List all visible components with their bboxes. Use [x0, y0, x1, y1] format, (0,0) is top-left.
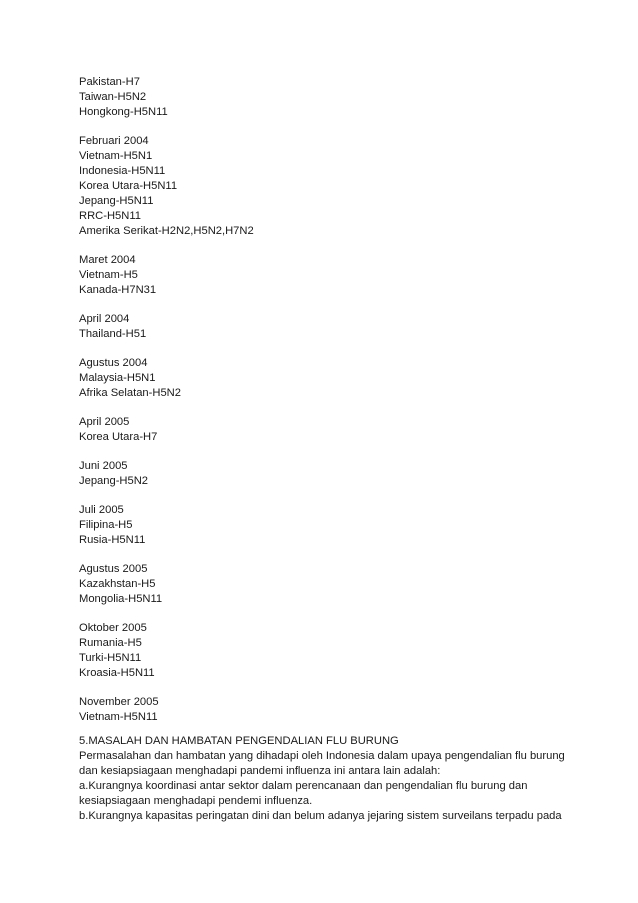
outbreak-group-9: [79, 562, 559, 607]
outbreak-entry: Malaysia-H5N1: [79, 372, 156, 384]
outbreak-entry: Amerika Serikat-H2N2,H5N2,H7N2: [79, 225, 254, 237]
outbreak-group-5: [79, 356, 559, 401]
outbreak-entry: Vietnam-H5N1: [79, 150, 153, 162]
outbreak-date: April 2005: [79, 416, 130, 428]
outbreak-group-1: [79, 75, 559, 120]
outbreak-date: Juni 2005: [79, 460, 128, 472]
outbreak-date: Agustus 2004: [79, 357, 148, 369]
outbreak-entry: Vietnam-H5: [79, 269, 138, 281]
outbreak-date: Juli 2005: [79, 504, 124, 516]
outbreak-entry: Vietnam-H5N11: [79, 711, 158, 723]
outbreak-entry: Hongkong-H5N11: [79, 106, 168, 118]
outbreak-group-10: [79, 621, 559, 681]
outbreak-entry: Taiwan-H5N2: [79, 91, 147, 103]
outbreak-group-4: [79, 312, 559, 342]
outbreak-entry: Filipina-H5: [79, 519, 133, 531]
outbreak-group-6: [79, 415, 559, 445]
outbreak-entry: Jepang-H5N11: [79, 195, 154, 207]
outbreak-group-2: [79, 134, 559, 239]
outbreak-entry: Afrika Selatan-H5N2: [79, 387, 181, 399]
section-masalah-hambatan: [79, 734, 565, 824]
outbreak-group-8: [79, 503, 559, 548]
outbreak-entry: Korea Utara-H7: [79, 431, 158, 443]
outbreak-date: Maret 2004: [79, 254, 136, 266]
outbreak-entry: Indonesia-H5N11: [79, 165, 166, 177]
outbreak-entry: Kroasia-H5N11: [79, 667, 155, 679]
outbreak-entry: Korea Utara-H5N11: [79, 180, 178, 192]
outbreak-entry: Rumania-H5: [79, 637, 142, 649]
paragraph-line: Permasalahan dan hambatan yang dihadapi oleh Indonesia dalam upaya pengendalian flu burung: [79, 750, 565, 762]
outbreak-entry: Jepang-H5N2: [79, 475, 149, 487]
outbreak-entry: Turki-H5N11: [79, 652, 142, 664]
outbreak-group-7: [79, 459, 559, 489]
outbreak-date: Agustus 2005: [79, 563, 148, 575]
paragraph-line: dan kesiapsiagaan menghadapi pandemi influenza ini antara lain adalah:: [79, 765, 441, 777]
section-heading: 5.MASALAH DAN HAMBATAN PENGENDALIAN FLU BURUNG: [79, 735, 399, 747]
paragraph-line: b.Kurangnya kapasitas peringatan dini dan belum adanya jejaring sistem surveilans terpadu pada: [79, 810, 562, 822]
outbreak-entry: Kazakhstan-H5: [79, 578, 156, 590]
outbreak-date: Oktober 2005: [79, 622, 147, 634]
document-page: [79, 75, 565, 824]
outbreak-group-3: [79, 253, 559, 298]
paragraph-line: a.Kurangnya koordinasi antar sektor dalam perencanaan dan pengendalian flu burung dan: [79, 780, 528, 792]
outbreak-date: April 2004: [79, 313, 130, 325]
outbreak-entry: Kanada-H7N31: [79, 284, 157, 296]
paragraph-line: kesiapsiagaan menghadapi pendemi influenza.: [79, 795, 313, 807]
outbreak-date: November 2005: [79, 696, 159, 708]
outbreak-entry: Pakistan-H7: [79, 76, 140, 88]
outbreak-entry: Mongolia-H5N11: [79, 593, 163, 605]
outbreak-entry: RRC-H5N11: [79, 210, 141, 222]
outbreak-entry: Thailand-H51: [79, 328, 147, 340]
outbreak-date: Februari 2004: [79, 135, 149, 147]
outbreak-group-11: [79, 695, 559, 725]
outbreak-entry: Rusia-H5N11: [79, 534, 146, 546]
